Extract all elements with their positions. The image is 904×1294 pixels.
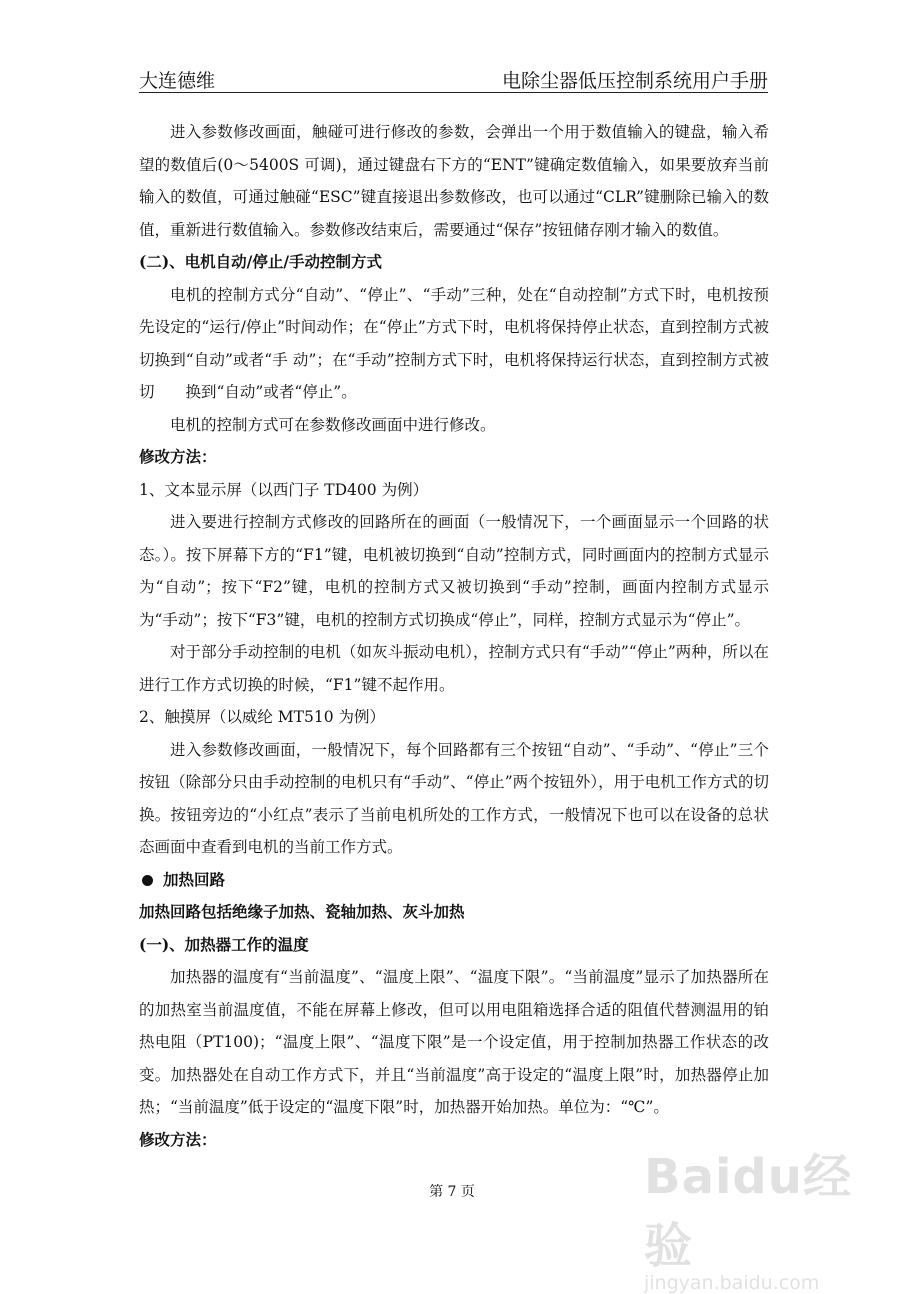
section-heading-motor-control: (二)、电机自动/停止/手动控制方式 (139, 252, 382, 271)
document-body (139, 116, 769, 1156)
watermark-url: jingyan.baidu.com (644, 1272, 820, 1294)
header-manual-title: 电除尘器低压控制系统用户手册 (501, 70, 768, 92)
bullet-heading-text: 加热回路 (163, 869, 226, 889)
watermark-logo: Baidu经验 (644, 1149, 852, 1274)
page-number: 第 7 页 (429, 1184, 475, 1200)
bullet-heading-heating (139, 864, 769, 897)
paragraph-td400: 进入要进行控制方式修改的回路所在的画面（一般情况下，一个画面显示一个回路的状态。）。按下屏幕下方的“F1”键，电机被切换到“自动”控制方式，同时画面内的控制方式显示为“自动”；按下“F2”键，电机的控制方式又被切换到“手动”控制，画面内控制方式显示为“手动”；按下“F3”键，电机的控制方式切换成“停止”，同样，控制方式显示为“停止”。 (139, 513, 769, 629)
paragraph-heater-temp: 加热器的温度有“当前温度”、“温度上限”、“温度下限”。“当前温度”显示了加热器所在的加热室当前温度值，不能在屏幕上修改，但可以用电阻箱选择合适的阻值代替测温用的铂热电阻（PT100)；“温度上限”、“温度下限”是一个设定值，用于控制加热器工作状态的改变。加热器处在自动工作方式下，并且“当前温度”高于设定的“温度上限”时，加热器停止加热；“当前温度”低于设定的“温度下限”时，加热器开始加热。单位为：“℃”。 (139, 968, 769, 1116)
paragraph-motor-modes: 电机的控制方式分“自动”、“停止”、“手动”三种，处在“自动控制”方式下时，电机按预先设定的“运行/停止”时间动作；在“停止”方式下时，电机将保持停止状态，直到控制方式被切换到“自动”或者“手 动”；在“手动”控制方式下时，电机将保持运行状态，直到控制方式被切 换到“自动”或者“停止”。 (139, 285, 769, 401)
paragraph-mt510: 进入参数修改画面，一般情况下，每个回路都有三个按钮“自动”、“手动”、“停止”三个按钮（除部分只由手动控制的电机只有“手动”、“停止”两个按钮外），用于电机工作方式的切换。按钮旁边的“小红点”表示了当前电机所处的工作方式，一般情况下也可以在设备的总状态画面中查看到电机的当前工作方式。 (139, 740, 769, 856)
heading-modify-method-2: 修改方法： (139, 1129, 217, 1149)
item-touch-screen: 2、触摸屏（以威纶 MT510 为例） (139, 708, 386, 726)
paragraph-motor-mode-edit: 电机的控制方式可在参数修改画面中进行修改。 (170, 415, 496, 434)
header-company: 大连德维 (139, 70, 216, 92)
section-heading-heater-temp: (一)、加热器工作的温度 (139, 934, 309, 954)
page-header (139, 64, 768, 93)
paragraph-param-modify: 进入参数修改画面，触碰可进行修改的参数，会弹出一个用于数值输入的键盘，输入希望的数值后(0～5400S 可调)，通过键盘右下方的“ENT”键确定数值输入，如果要放弃当前输入的数值，可通过触碰“ESC”键直接退出参数修改，也可以通过“CLR”键删除已输入的数值，重新进行数值输入。参数修改结束后，需要通过“保存”按钮储存刚才输入的数值。 (139, 123, 769, 239)
baidu-watermark (644, 1138, 884, 1294)
item-text-display: 1、文本显示屏（以西门子 TD400 为例） (139, 480, 429, 499)
heading-modify-method: 修改方法： (139, 447, 217, 466)
heading-heating-loops: 加热回路包括绝缘子加热、瓷轴加热、灰斗加热 (139, 902, 465, 921)
paragraph-manual-motor: 对于部分手动控制的电机（如灰斗振动电机），控制方式只有“手动”“停止”两种，所以在进行工作方式切换的时候，“F1”键不起作用。 (139, 643, 769, 694)
bullet-dot-icon (142, 875, 153, 886)
